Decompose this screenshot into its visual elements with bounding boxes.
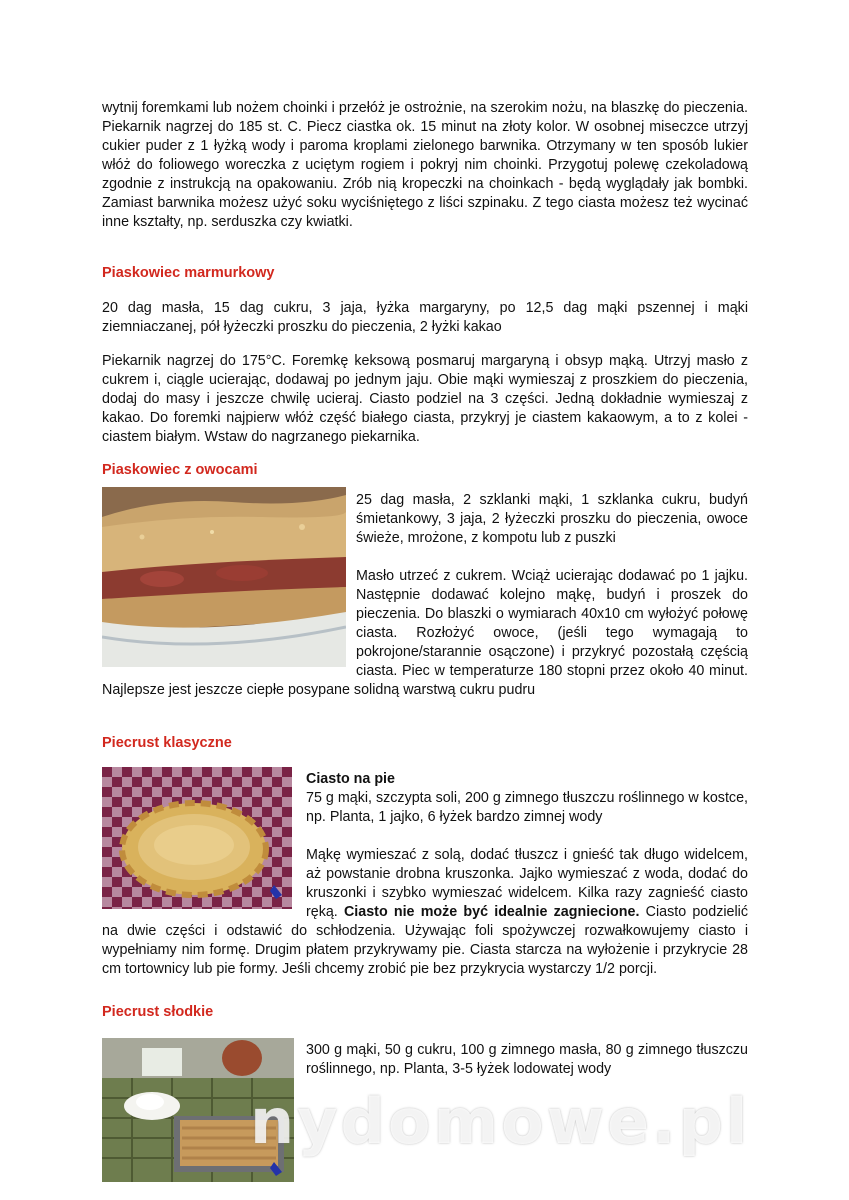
method-klasyczne-part-b: Ciasto podzielić na dwie części i odstawić do schłodzenia. Używając foli spożywczej rozwałkowujemy ciasto i wypełniamy nim formę. Drugim płatem przykrywamy pie. Ciasta starcza na wyłożenie i przykrycie 28 cm tortownicy lub pie formy. Jeśli chcemy zrobić pie bez przykrycia wystarczy 1/2 porcji.	[102, 904, 748, 977]
heading-piecrust-slodkie: Piecrust słodkie	[102, 1004, 214, 1020]
watermark: nydomowe.pl	[250, 1085, 751, 1158]
heading-piaskowiec-marmurkowy: Piaskowiec marmurkowy	[102, 265, 275, 281]
method-klasyczne-bold: Ciasto nie może być idealnie zagniecione.	[343, 904, 640, 920]
subtitle-ciasto-na-pie: Ciasto na pie	[306, 771, 395, 787]
section-klasyczne	[102, 770, 748, 979]
ingredients-owoce: 25 dag masła, 2 szklanki mąki, 1 szklanka cukru, budyń śmietankowy, 3 jaja, 2 łyżeczki proszku do pieczenia, owoce świeże, mrożone, z kompotu lub z puszki	[356, 492, 748, 546]
method-klasyczne-part-a: Mąkę wymieszać z solą, dodać tłuszcz i gnieść tak długo widelcem, aż powstanie drobna kruszonka. Jajko wymieszać z woda, dodać do kruszonki i szybko wymieszać widelcem. Kilka razy zagnieść ciasto ręką.	[306, 847, 748, 920]
section-owoce	[102, 491, 748, 700]
ingredients-klasyczne: 75 g mąki, szczypta soli, 200 g zimnego tłuszczu roślinnego w kostce, np. Planta, 1 jajko, 6 łyżek bardzo zimnej wody	[306, 790, 748, 825]
heading-piecrust-klasyczne: Piecrust klasyczne	[102, 735, 232, 751]
photo-piaskowiec-z-owocami	[102, 487, 346, 667]
heading-piaskowiec-z-owocami: Piaskowiec z owocami	[102, 462, 258, 478]
ingredients-marmurkowy: 20 dag masła, 15 dag cukru, 3 jaja, łyżka margaryny, po 12,5 dag mąki pszennej i mąki ziemniaczanej, pół łyżeczki proszku do pieczenia, 2 łyżki kakao	[102, 300, 748, 335]
intro-paragraph: wytnij foremkami lub nożem choinki i przełóż je ostrożnie, na szerokim nożu, na blaszkę do pieczenia. Piekarnik nagrzej do 185 st. C. Piecz ciastka ok. 15 minut na złoty kolor. W osobnej miseczce utrzyj cukier puder z 1 łyżką wody i paroma kroplami zielonego barwnika. Otrzymany w ten sposób lukier włóż do foliowego woreczka z uciętym rogiem i pokryj nim choinki. Przygotuj polewę czekoladową zgodnie z instrukcją na opakowaniu. Zrób nią kropeczki na choinkach - będą wyglądały jak bombki. Zamiast barwnika możesz użyć soku wyciśniętego z liści szpinaku. Z tego ciasta możesz też wycinać inne kształty, np. serduszka czy kwiatki.	[102, 100, 748, 230]
photo-piecrust-klasyczne	[102, 767, 292, 909]
method-marmurkowy: Piekarnik nagrzej do 175°C. Foremkę keksową posmaruj margaryną i obsyp mąką. Utrzyj masło z cukrem i, ciągle ucierając, dodawaj po jednym jaju. Obie mąki wymieszaj z proszkiem do pieczenia, dodaj do masy i jeszcze chwilę ucieraj. Ciasto podziel na 3 części. Jedną dokładnie wymieszaj z kakao. Do foremki najpierw włóż część białego ciasta, przykryj je ciastem kakaowym, a to z kolei - ciastem białym. Wstaw do nagrzanego piekarnika.	[102, 353, 748, 445]
method-owoce: Masło utrzeć z cukrem. Wciąż ucierając dodawać po 1 jajku. Następnie dodawać kolejno mąkę, budyń i proszek do pieczenia. Do blaszki o wymiarach 40x10 cm wyłożyć połowę ciasta. Rozłożyć owoce, (jeśli tego wymagają to pokrojone/starannie osączone) i przykryć pozostałą częścią ciasta. Piec w temperaturze 180 stopni przez około 40 minut. Najlepsze jest jeszcze ciepłe posypane solidną warstwą cukru pudru	[102, 568, 748, 698]
ingredients-slodkie: 300 g mąki, 50 g cukru, 100 g zimnego masła, 80 g zimnego tłuszczu roślinnego, np. Planta, 3-5 łyżek lodowatej wody	[306, 1042, 748, 1077]
